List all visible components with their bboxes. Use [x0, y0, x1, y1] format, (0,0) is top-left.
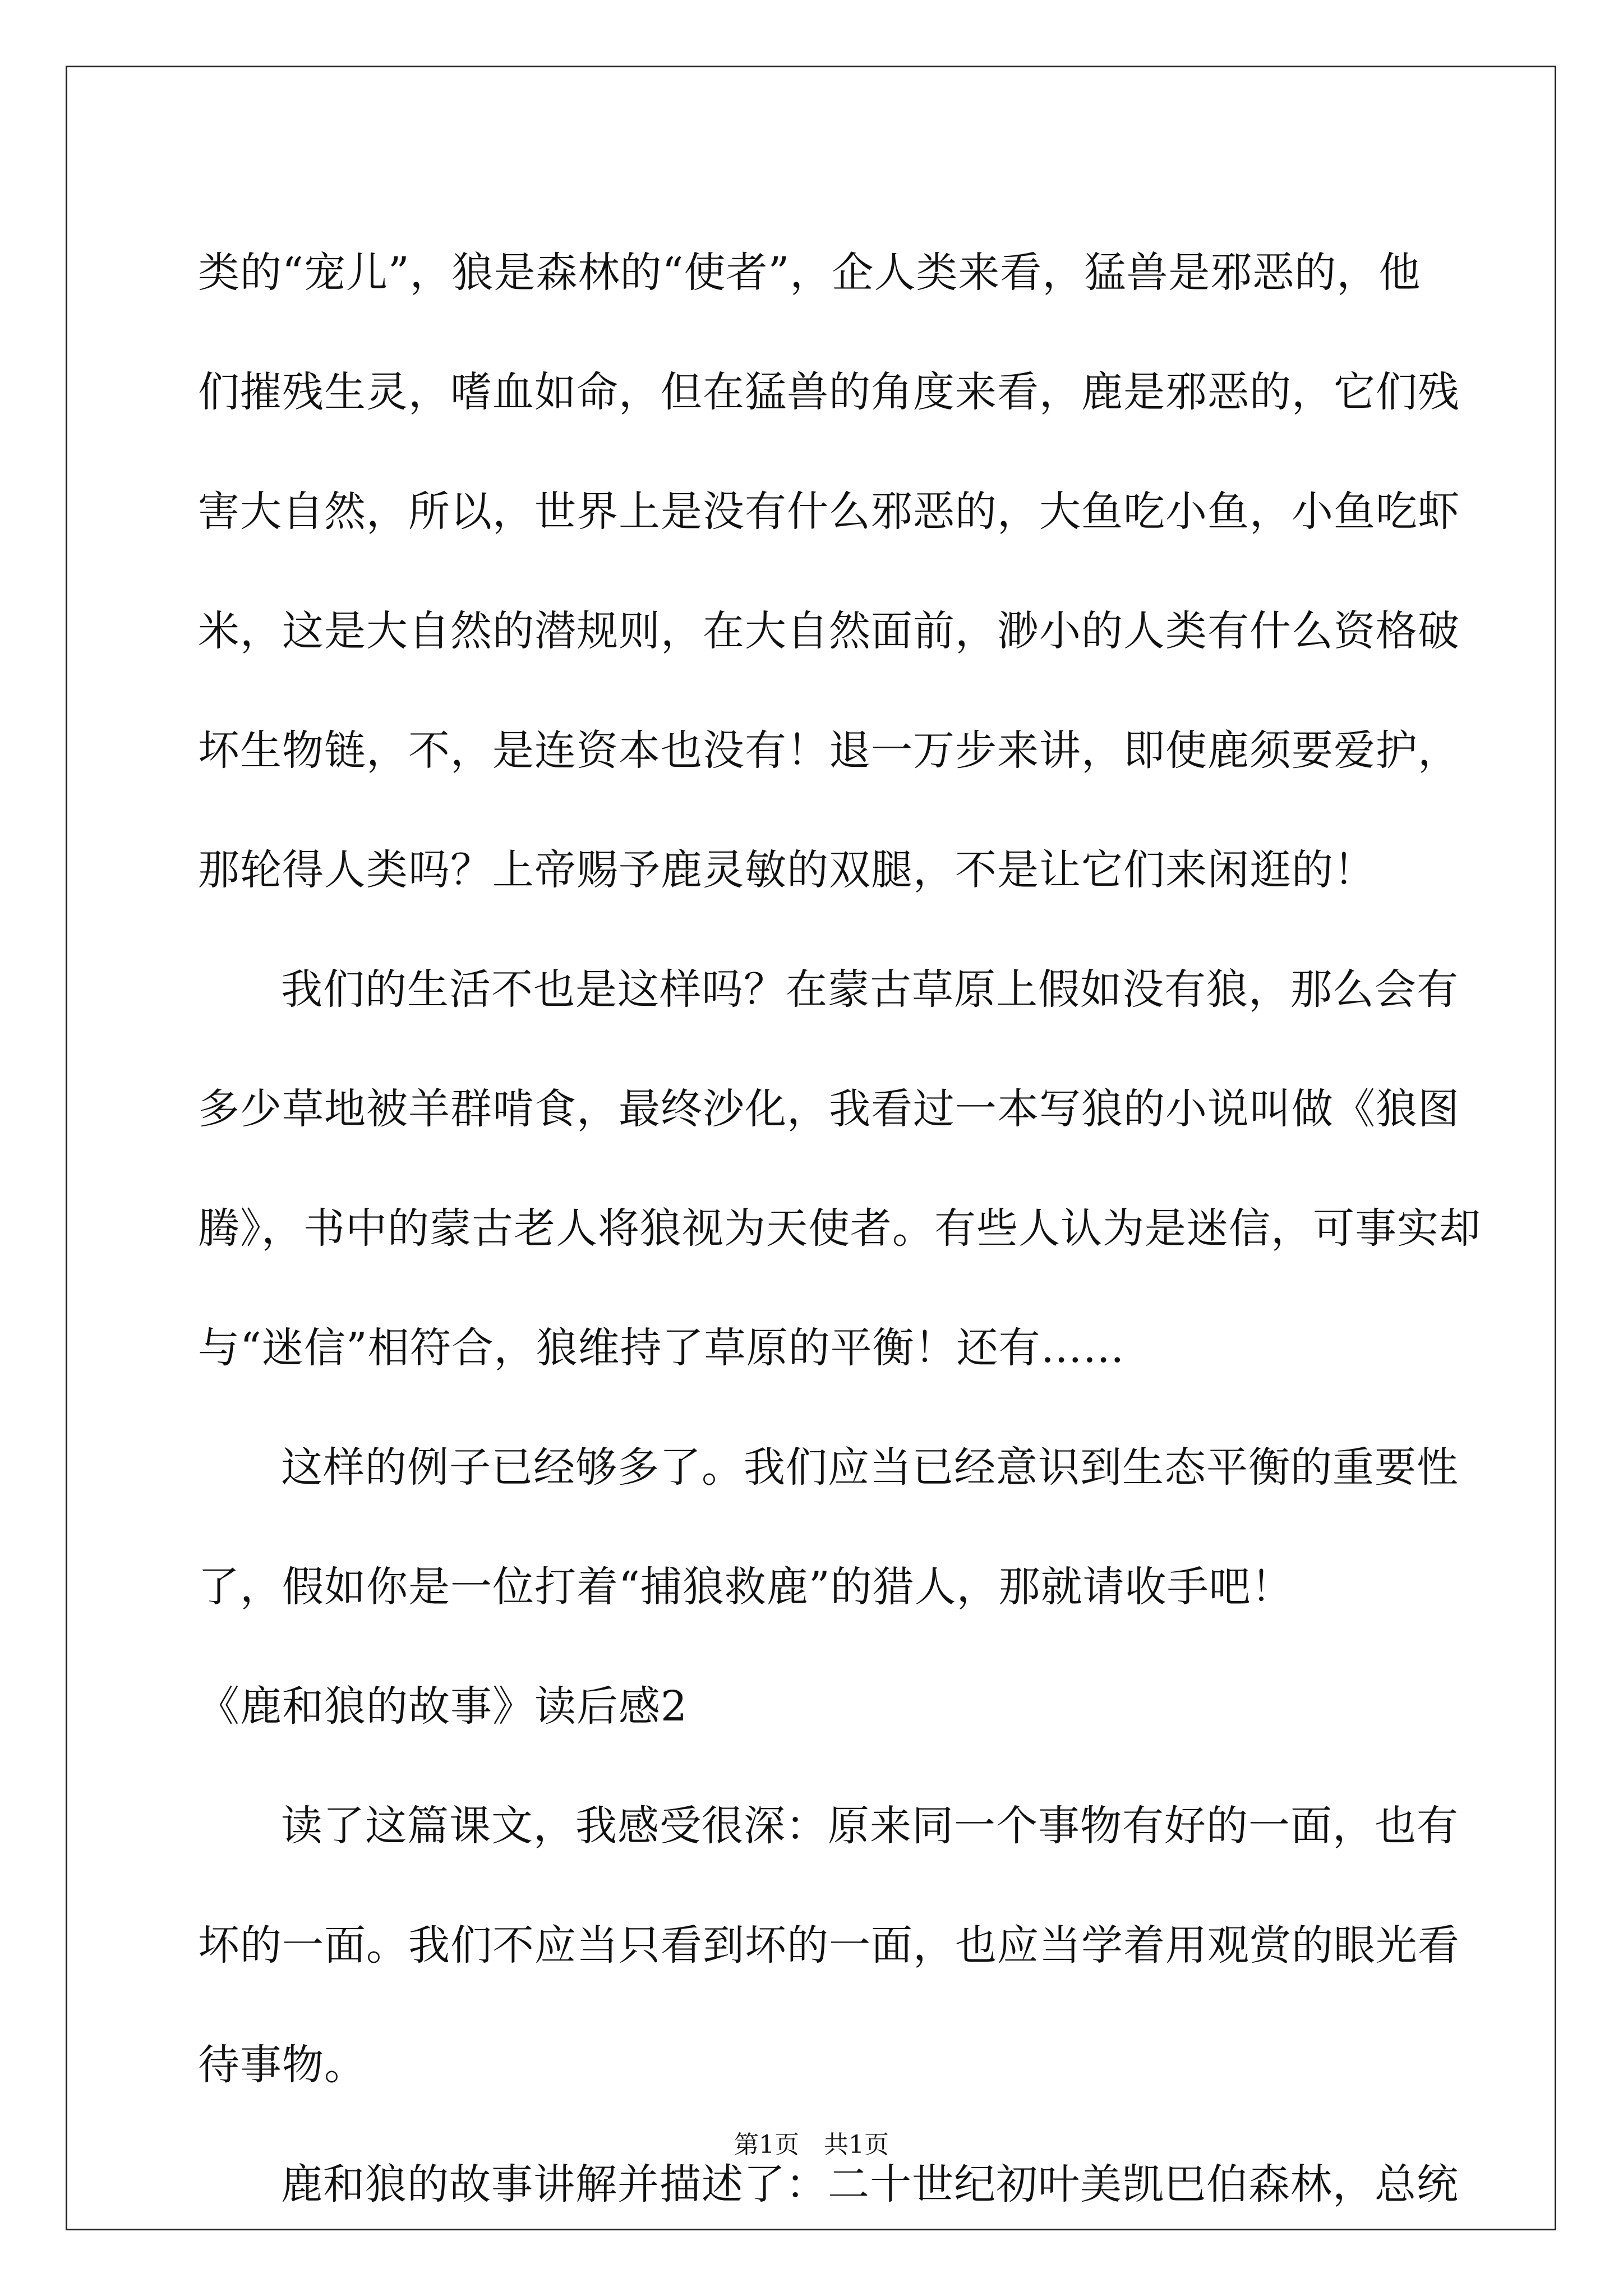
text-line: 坏生物链，不，是连资本也没有！退一万步来讲，即使鹿须要爱护， [198, 726, 1460, 775]
document-body [198, 213, 1481, 2244]
text-line: 待事物。 [198, 2041, 366, 2089]
paragraph-start-line: 这样的例子已经够多了。我们应当已经意识到生态平衡的重要性 [281, 1443, 1459, 1492]
section-heading: 《鹿和狼的故事》读后感2 [198, 1682, 688, 1731]
text-line: 害大自然，所以，世界上是没有什么邪恶的，大鱼吃小鱼，小鱼吃虾 [198, 487, 1460, 536]
page-footer: 第1页 共1页 [734, 2131, 889, 2159]
text-line: 坏的一面。我们不应当只看到坏的一面，也应当学着用观赏的眼光看 [198, 1921, 1460, 1970]
text-line: 了，假如你是一位打着“捕狼救鹿”的猎人，那就请收手吧！ [198, 1563, 1293, 1611]
text-line: 多少草地被羊群啃食，最终沙化，我看过一本写狼的小说叫做《狼图 [198, 1085, 1460, 1133]
text-line: 那轮得人类吗？上帝赐予鹿灵敏的双腿，不是让它们来闲逛的！ [198, 846, 1376, 894]
text-line: 与“迷信”相符合，狼维持了草原的平衡！还有…… [198, 1324, 1125, 1372]
paragraph-start-line: 鹿和狼的故事讲解并描述了：二十世纪初叶美凯巴伯森林，总统 [281, 2160, 1459, 2208]
paragraph-start-line: 我们的生活不也是这样吗？在蒙古草原上假如没有狼，那么会有 [281, 965, 1459, 1014]
text-line: 们摧残生灵，嗜血如命，但在猛兽的角度来看，鹿是邪恶的，它们残 [198, 368, 1460, 416]
text-line: 米，这是大自然的潜规则，在大自然面前，渺小的人类有什么资格破 [198, 607, 1460, 655]
paragraph-start-line: 读了这篇课文，我感受很深：原来同一个事物有好的一面，也有 [281, 1802, 1459, 1850]
text-line: 腾》，书中的蒙古老人将狼视为天使者。有些人认为是迷信，可事实却 [198, 1204, 1481, 1253]
text-line: 类的“宠儿”，狼是森林的“使者”，企人类来看，猛兽是邪恶的，他 [198, 249, 1421, 297]
